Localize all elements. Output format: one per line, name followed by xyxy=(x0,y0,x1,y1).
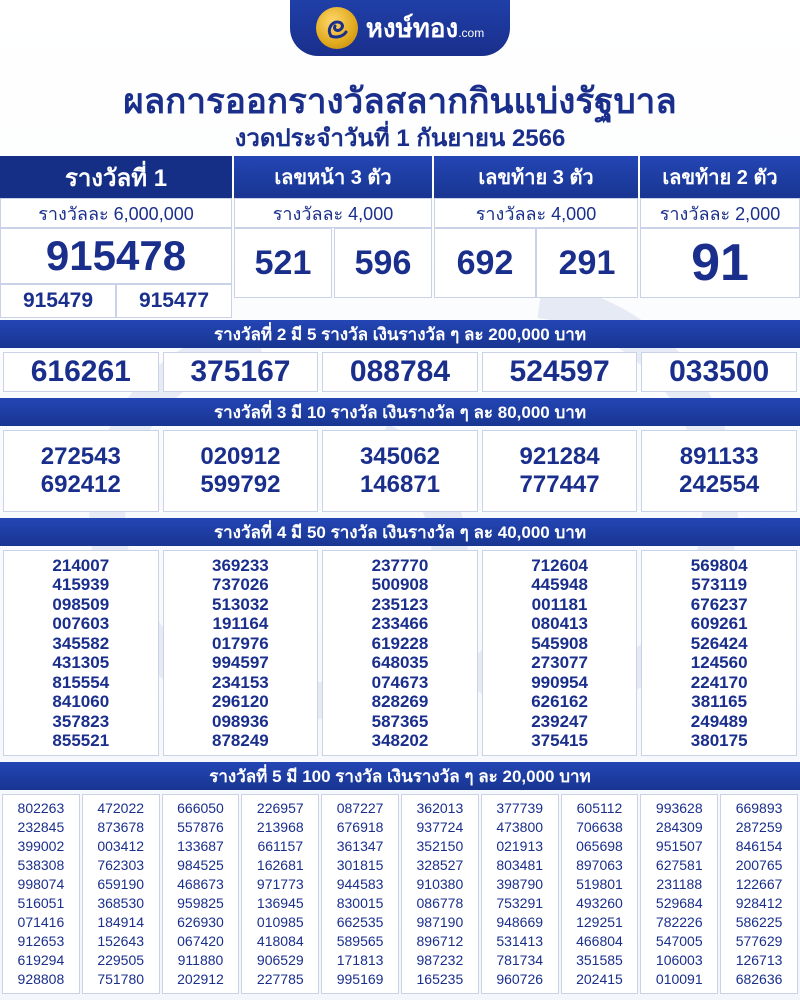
prize5-number: 682636 xyxy=(735,971,783,987)
prize3-number: 921284 xyxy=(519,443,600,470)
brand-name xyxy=(366,8,484,49)
prize4-number: 080413 xyxy=(531,614,588,633)
prize5-number: 301815 xyxy=(336,857,384,873)
prize5-number: 995169 xyxy=(336,971,384,987)
prize2-number: 088784 xyxy=(322,352,478,392)
prize5-number: 906529 xyxy=(256,952,304,968)
prize5-number: 547005 xyxy=(655,933,703,949)
prize5-number: 133687 xyxy=(177,838,224,854)
prize4-number: 855521 xyxy=(52,731,110,750)
prize3-column xyxy=(3,430,159,512)
prize3-number: 599792 xyxy=(200,471,281,498)
prize5-number: 067420 xyxy=(177,933,224,949)
prize5-number: 152643 xyxy=(97,933,145,949)
prize4-number: 415939 xyxy=(52,575,110,594)
prize5-number: 418084 xyxy=(256,933,304,949)
prize5-number: 129251 xyxy=(576,914,623,930)
prize5-number: 577629 xyxy=(735,933,783,949)
prize3-column xyxy=(641,430,797,512)
prize5-number: 846154 xyxy=(735,838,783,854)
front3-number-2: 596 xyxy=(334,228,432,298)
prize5-number: 993628 xyxy=(655,800,703,816)
prize5-number: 122667 xyxy=(735,876,783,892)
prize5-number: 519801 xyxy=(576,876,623,892)
prize4-number: 001181 xyxy=(531,594,588,614)
prize5-number: 086778 xyxy=(416,895,464,911)
prize4-number: 380175 xyxy=(690,731,748,750)
prize5-number: 398790 xyxy=(496,876,544,892)
prize5-column xyxy=(640,794,718,994)
prize5-number: 202415 xyxy=(576,971,623,987)
prize5-column xyxy=(2,794,80,994)
prize5-number: 937724 xyxy=(416,819,464,835)
prize2-row xyxy=(0,352,800,392)
prize3-row xyxy=(0,430,800,512)
prize4-column xyxy=(163,550,319,756)
prize3-number: 692412 xyxy=(40,471,121,498)
prize4-number: 526424 xyxy=(690,633,748,653)
prize5-number: 003412 xyxy=(97,838,145,854)
prize5-number: 200765 xyxy=(735,857,783,873)
prize4-number: 214007 xyxy=(52,555,110,575)
prize5-number: 998074 xyxy=(17,876,65,892)
prize5-number: 897063 xyxy=(576,857,623,873)
prize5-number: 971773 xyxy=(256,876,304,892)
prize5-number: 669893 xyxy=(735,800,783,816)
back2-number: 91 xyxy=(640,228,800,298)
prize5-number: 781734 xyxy=(496,952,544,968)
front3-amount: รางวัลละ 4,000 xyxy=(234,198,432,228)
prize4-number: 124560 xyxy=(690,653,748,672)
prize5-column xyxy=(162,794,240,994)
prize4-column xyxy=(3,550,159,756)
prize5-number: 284309 xyxy=(655,819,703,835)
prize5-number: 352150 xyxy=(416,838,464,854)
prize5-row xyxy=(0,794,800,994)
back3-number-2: 291 xyxy=(536,228,638,298)
prize5-number: 706638 xyxy=(576,819,623,835)
prize5-number: 605112 xyxy=(576,800,623,816)
back2-amount: รางวัลละ 2,000 xyxy=(640,198,800,228)
prize4-number: 626162 xyxy=(531,692,588,711)
prize4-number: 098509 xyxy=(52,594,110,614)
prize5-column xyxy=(321,794,399,994)
prize5-number: 472022 xyxy=(97,800,145,816)
prize5-number: 782226 xyxy=(655,914,703,930)
prize5-number: 473800 xyxy=(496,819,544,835)
prize5-number: 232845 xyxy=(17,819,65,835)
prize5-number: 010985 xyxy=(256,914,304,930)
prize4-number: 375415 xyxy=(531,731,588,750)
prize5-column xyxy=(720,794,798,994)
prize3-column xyxy=(482,430,638,512)
first-prize-amount: รางวัลละ 6,000,000 xyxy=(0,198,232,228)
prize5-number: 944583 xyxy=(336,876,384,892)
prize5-number: 910380 xyxy=(416,876,464,892)
prize5-number: 802263 xyxy=(17,800,65,816)
prize5-number: 213968 xyxy=(256,819,304,835)
prize5-number: 399002 xyxy=(17,838,65,854)
adjacent-prize-left: 915479 xyxy=(0,284,116,318)
first-prize-header: รางวัลที่ 1 xyxy=(0,156,232,198)
prize4-number: 994597 xyxy=(212,653,269,672)
prize4-number: 348202 xyxy=(371,731,429,750)
prize5-number: 136945 xyxy=(256,895,304,911)
prize4-number: 878249 xyxy=(212,731,269,750)
prize4-number: 609261 xyxy=(690,614,748,633)
prize5-number: 126713 xyxy=(735,952,783,968)
prize5-number: 586225 xyxy=(735,914,783,930)
prize5-number: 071416 xyxy=(17,914,65,930)
prize4-number: 239247 xyxy=(531,711,588,731)
prize5-number: 328527 xyxy=(416,857,464,873)
prize5-column xyxy=(401,794,479,994)
first-prize-number: 915478 xyxy=(0,228,232,284)
prize5-number: 676918 xyxy=(336,819,384,835)
prize4-number: 296120 xyxy=(212,692,269,711)
prize5-number: 619294 xyxy=(17,952,65,968)
prize4-number: 237770 xyxy=(371,555,429,575)
prize5-number: 762303 xyxy=(97,857,145,873)
prize4-column xyxy=(482,550,638,756)
prize5-number: 873678 xyxy=(97,819,145,835)
prize4-row xyxy=(0,550,800,756)
prize4-number: 500908 xyxy=(371,575,429,594)
prize5-column xyxy=(241,794,319,994)
prize5-number: 184914 xyxy=(97,914,145,930)
prize5-number: 803481 xyxy=(496,857,544,873)
prize4-number: 235123 xyxy=(371,594,429,614)
prize5-number: 531413 xyxy=(496,933,544,949)
prize4-number: 234153 xyxy=(212,672,269,692)
prize5-number: 987232 xyxy=(416,952,464,968)
prize4-number: 007603 xyxy=(52,614,110,633)
prize2-number: 616261 xyxy=(3,352,159,392)
prize5-number: 960726 xyxy=(496,971,544,987)
prize5-number: 468673 xyxy=(177,876,224,892)
prize4-number: 224170 xyxy=(690,672,748,692)
prize5-number: 351585 xyxy=(576,952,623,968)
prize4-number: 990954 xyxy=(531,672,588,692)
prize2-number: 524597 xyxy=(482,352,638,392)
prize5-number: 753291 xyxy=(496,895,544,911)
prize4-column xyxy=(641,550,797,756)
prize3-bar: รางวัลที่ 3 มี 10 รางวัล เงินรางวัล ๆ ละ 80,000 บาท xyxy=(0,398,800,426)
prize3-number: 345062 xyxy=(359,443,441,470)
prize4-number: 273077 xyxy=(531,653,588,672)
prize4-number: 648035 xyxy=(371,653,429,672)
back3-header: เลขท้าย 3 ตัว xyxy=(434,156,638,198)
prize5-number: 493260 xyxy=(576,895,623,911)
prize5-number: 659190 xyxy=(97,876,145,892)
prize4-number: 233466 xyxy=(371,614,429,633)
prize5-column xyxy=(481,794,559,994)
prize3-number: 272543 xyxy=(40,443,121,470)
prize3-column xyxy=(322,430,478,512)
prize5-number: 830015 xyxy=(336,895,384,911)
prize5-number: 928412 xyxy=(735,895,783,911)
back3-number-1: 692 xyxy=(434,228,536,298)
prize5-number: 911880 xyxy=(177,952,224,968)
prize5-number: 662535 xyxy=(336,914,384,930)
prize5-number: 231188 xyxy=(656,876,703,892)
prize5-number: 202912 xyxy=(177,971,224,987)
prize4-column xyxy=(322,550,478,756)
prize5-number: 106003 xyxy=(655,952,703,968)
prize5-number: 087227 xyxy=(336,800,384,816)
prize5-number: 065698 xyxy=(576,838,623,854)
prize5-number: 666050 xyxy=(177,800,224,816)
prize5-number: 984525 xyxy=(177,857,224,873)
front3-number-1: 521 xyxy=(234,228,332,298)
prize3-number: 020912 xyxy=(200,443,281,470)
adjacent-prize-right: 915477 xyxy=(116,284,232,318)
prize3-number: 242554 xyxy=(679,471,760,498)
prize4-number: 098936 xyxy=(212,711,269,731)
prize5-number: 751780 xyxy=(97,971,145,987)
prize5-number: 959825 xyxy=(177,895,224,911)
prize4-number: 569804 xyxy=(690,555,748,575)
prize4-number: 345582 xyxy=(52,633,110,653)
prize5-number: 516051 xyxy=(17,895,65,911)
prize3-number: 777447 xyxy=(519,471,600,498)
prize2-bar: รางวัลที่ 2 มี 5 รางวัล เงินรางวัล ๆ ละ 200,000 บาท xyxy=(0,320,800,348)
prize4-number: 815554 xyxy=(52,672,110,692)
prize4-number: 619228 xyxy=(371,633,429,653)
prize5-number: 021913 xyxy=(496,838,544,854)
prize4-number: 828269 xyxy=(371,692,429,711)
prize5-column xyxy=(561,794,639,994)
prize2-number: 033500 xyxy=(641,352,797,392)
prize5-number: 627581 xyxy=(655,857,703,873)
prize4-number: 841060 xyxy=(52,692,110,711)
prize5-number: 361347 xyxy=(336,838,384,854)
swan-logo-icon xyxy=(316,7,358,49)
prize4-number: 357823 xyxy=(52,711,110,731)
prize5-column xyxy=(82,794,160,994)
prize5-number: 948669 xyxy=(496,914,544,930)
draw-date: งวดประจำวันที่ 1 กันยายน 2566 xyxy=(234,125,566,152)
prize5-number: 466804 xyxy=(576,933,623,949)
prize4-number: 017976 xyxy=(212,633,269,653)
prize3-column xyxy=(163,430,319,512)
prize4-number: 369233 xyxy=(212,555,269,575)
prize5-number: 529684 xyxy=(655,895,703,911)
prize5-number: 229505 xyxy=(97,952,145,968)
prize5-number: 362013 xyxy=(416,800,464,816)
prize5-number: 227785 xyxy=(256,971,304,987)
prize4-number: 737026 xyxy=(212,575,269,594)
page-title: ผลการออกรางวัลสลากกินแบ่งรัฐบาล xyxy=(123,82,677,121)
prize5-bar: รางวัลที่ 5 มี 100 รางวัล เงินรางวัล ๆ ละ 20,000 บาท xyxy=(0,762,800,790)
prize5-number: 226957 xyxy=(256,800,304,816)
prize5-number: 626930 xyxy=(177,914,224,930)
prize5-number: 368530 xyxy=(97,895,145,911)
prize5-number: 896712 xyxy=(416,933,464,949)
prize5-number: 287259 xyxy=(735,819,783,835)
prize5-number: 661157 xyxy=(257,838,304,854)
prize4-number: 587365 xyxy=(371,711,429,731)
prize4-number: 513032 xyxy=(212,594,269,614)
prize4-number: 573119 xyxy=(691,575,748,594)
prize5-number: 928808 xyxy=(17,971,65,987)
brand-suffix: .com xyxy=(458,25,485,40)
back2-header: เลขท้าย 2 ตัว xyxy=(640,156,800,198)
prize5-number: 951507 xyxy=(655,838,703,854)
prize4-number: 712604 xyxy=(531,555,588,575)
prize4-number: 381165 xyxy=(691,692,748,711)
prize4-number: 074673 xyxy=(371,672,429,692)
prize5-number: 171813 xyxy=(336,952,384,968)
prize4-number: 676237 xyxy=(690,594,748,614)
prize4-number: 431305 xyxy=(52,653,110,672)
back3-amount: รางวัลละ 4,000 xyxy=(434,198,638,228)
prize3-number: 146871 xyxy=(359,471,441,498)
brand-name-text: หงษ์ทอง xyxy=(365,12,459,43)
prize5-number: 377739 xyxy=(496,800,544,816)
prize5-number: 589565 xyxy=(336,933,384,949)
prize5-number: 165235 xyxy=(416,971,464,987)
prize5-number: 010091 xyxy=(655,971,703,987)
prize5-number: 162681 xyxy=(256,857,304,873)
prize4-number: 445948 xyxy=(531,575,588,594)
prize2-number: 375167 xyxy=(163,352,319,392)
prize4-number: 191164 xyxy=(212,614,269,633)
prize4-bar: รางวัลที่ 4 มี 50 รางวัล เงินรางวัล ๆ ละ 40,000 บาท xyxy=(0,518,800,546)
prize4-number: 249489 xyxy=(690,711,748,731)
prize5-number: 557876 xyxy=(177,819,224,835)
prize5-number: 912653 xyxy=(17,933,65,949)
front3-header: เลขหน้า 3 ตัว xyxy=(234,156,432,198)
prize5-number: 538308 xyxy=(17,857,65,873)
prize5-number: 987190 xyxy=(416,914,464,930)
top-prizes xyxy=(0,156,800,320)
brand-logo[interactable] xyxy=(290,0,510,56)
prize3-number: 891133 xyxy=(679,443,759,470)
prize4-number: 545908 xyxy=(531,633,588,653)
